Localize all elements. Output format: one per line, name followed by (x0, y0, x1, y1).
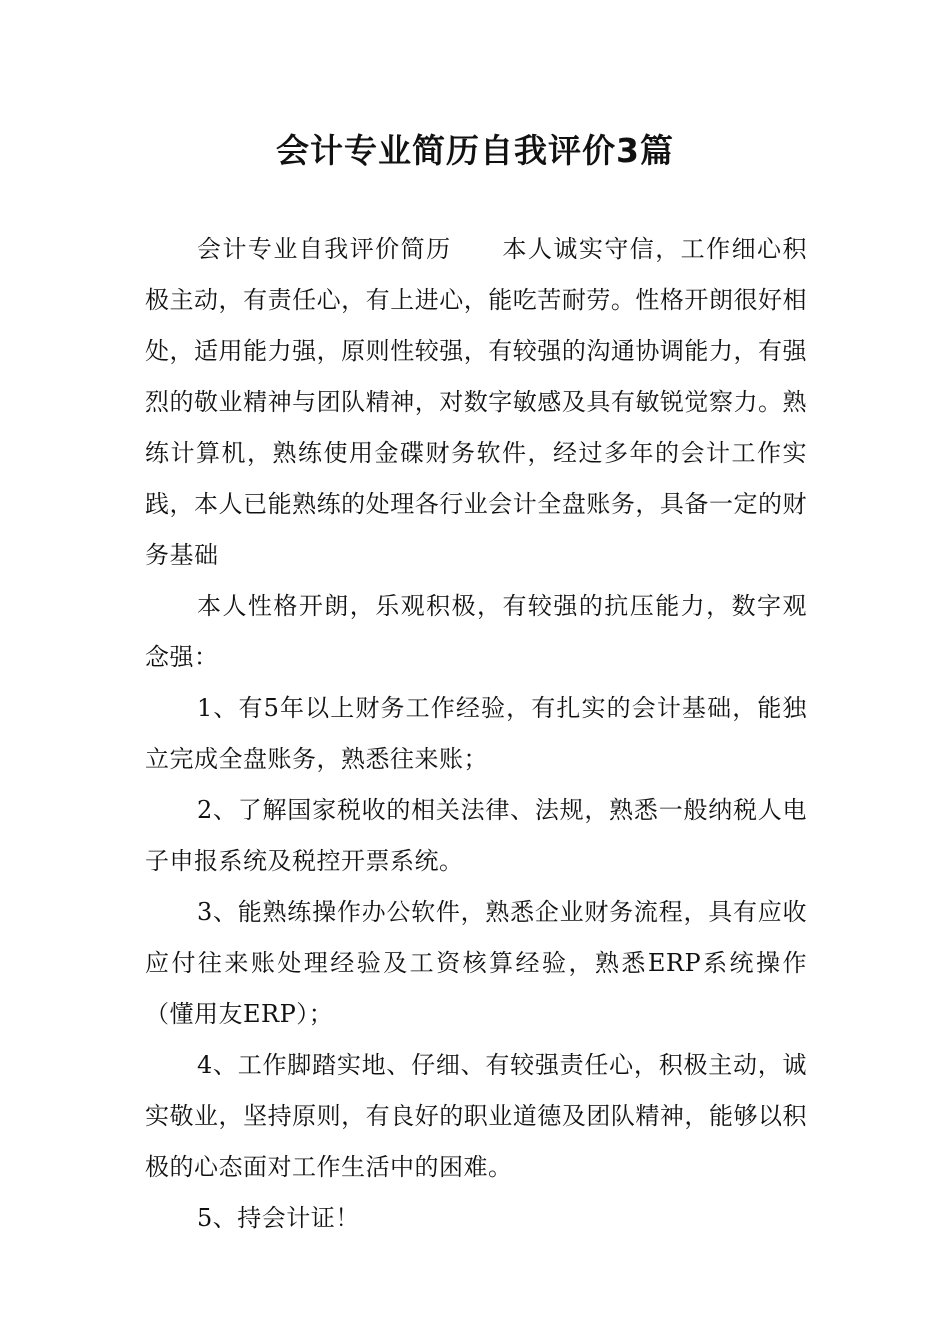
paragraph-item-1: 1、有5年以上财务工作经验，有扎实的会计基础，能独立完成全盘账务，熟悉往来账； (145, 694, 807, 773)
intro-text: 本人诚实守信，工作细心积极主动，有责任心，有上进心，能吃苦耐劳。性格开朗很好相处，适用能力强，原则性较强，有较强的沟通协调能力，有强烈的敬业精神与团队精神，对数字敏感及具有敏锐觉察力。熟练计算机，熟练使用金碟财务软件，经过多年的会计工作实践，本人已能熟练的处理各行业会计全盘账务，具备一定的财务基础 (145, 235, 808, 569)
document-title: 会计专业简历自我评价3篇 (276, 131, 674, 170)
paragraph-item-3: 3、能熟练操作办公软件，熟悉企业财务流程，具有应收应付往来账处理经验及工资核算经验，熟悉ERP系统操作（懂用友ERP）； (145, 898, 807, 1028)
document-body (145, 224, 807, 1244)
intro-paragraph (145, 224, 807, 581)
intro-heading: 会计专业自我评价简历 (197, 235, 452, 263)
paragraph-item-5: 5、持会计证！ (197, 1204, 360, 1232)
paragraph-personality: 本人性格开朗，乐观积极，有较强的抗压能力，数字观念强： (145, 592, 807, 671)
paragraph-item-2: 2、了解国家税收的相关法律、法规，熟悉一般纳税人电子申报系统及税控开票系统。 (145, 796, 807, 875)
paragraph-item-4: 4、工作脚踏实地、仔细、有较强责任心，积极主动，诚实敬业，坚持原则，有良好的职业道德及团队精神，能够以积极的心态面对工作生活中的困难。 (145, 1051, 807, 1181)
